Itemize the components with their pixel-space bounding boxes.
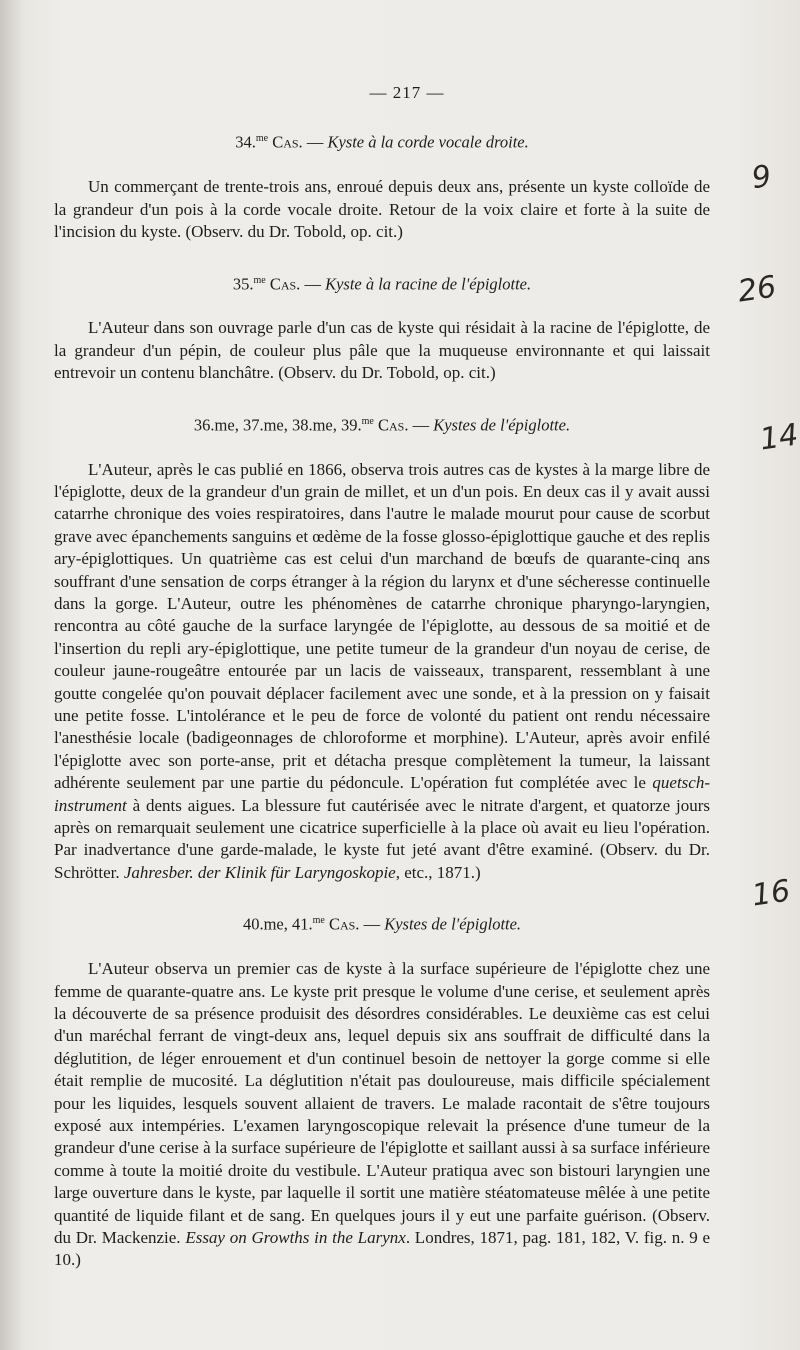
margin-annotation-2: 26 (735, 269, 779, 310)
page-content (54, 82, 710, 1298)
case-title: Kyste à la corde vocale droite. (327, 132, 529, 152)
paragraph-text: L'Auteur, après le cas publié en 1866, observa trois autres cas de kystes à la marge libre de l'épiglotte, deux de la grandeur d'un grain de millet, et un d'un pois. En deux cas il y avait aussi catarrhe chronique des voies respiratoires, dans l'autre le malade mourut pour cause de scorbut grave avec épanchements sanguins et œdème de la fosse glosso-épiglottique gauche et des replis ary-épiglottiques. Un quatrième cas est celui d'un marchand de bœufs de quarante-cinq ans souffrant d'une sensation de corps étranger à la région du larynx et d'une sécheresse continuelle dans la gorge. L'Auteur, outre les phénomènes de catarrhe chronique pharyngo-laryngien, rencontra au côté gauche de la surface laryngée de l'épiglotte, au dessous de sa moitié et de l'insertion du repli ary-épiglottique, une petite tumeur de la grandeur d'un noyau de cerise, de couleur jaune-rougeâtre entourée par un lacis de vaisseaux, transparent, ressemblant à une goutte congelée qu'on pouvait déplacer facilement avec une sonde, et à la pression on y faisait une petite fosse. L'intolérance et le peu de force de volonté du patient ont rendu nécessaire l'anesthésie locale (badigeonnages de chloroforme et morphine). L'Auteur, après avoir enfilé l'épiglotte avec son porte-anse, prit et détacha presque complètement la tumeur, la laissant adhérente seulement par une partie du pédoncule. L'opération fut complétée avec le (54, 459, 710, 793)
case-paragraph-36-39 (54, 459, 710, 885)
paragraph-text: , etc., 1871.) (395, 862, 481, 882)
page-number: — 217 — (369, 83, 445, 102)
case-number: 40.me, 41. (242, 914, 313, 934)
case-heading-35 (54, 270, 710, 296)
case-title: Kystes de l'épiglotte. (433, 415, 571, 435)
case-dash: — (300, 274, 326, 294)
case-label: Cas. (269, 274, 301, 294)
case-dash: — (359, 914, 385, 934)
paragraph-text: . Londres, 1871, pag. 181, 182, V. fig. n. 9 e 10.) (54, 1228, 710, 1270)
paragraph-text: à dents aigues. La blessure fut cautérisée avec le nitrate d'argent, et quatorze jours après on remarquait seulement une cicatrice superficielle à la place où avait eu lieu l'opération. Par inadvertance d'une garde-malade, le kyste fut jeté avant d'être examiné. (Observ. du Dr. Schrötter. (54, 795, 710, 882)
case-number: 35. (232, 274, 254, 294)
margin-annotation-3: 14 (757, 417, 800, 458)
case-paragraph-40-41 (54, 958, 710, 1272)
case-paragraph-35: L'Auteur dans son ouvrage parle d'un cas de kyste qui résidait à la racine de l'épiglotte, de la grandeur d'un pépin, de couleur plus pâle que la muqueuse environnante et qui laissait entrevoir un contenu blanchâtre. (Observ. du Dr. Tobold, op. cit.) (54, 318, 710, 383)
case-number-suffix: me (312, 915, 325, 927)
case-dash: — (302, 132, 328, 152)
margin-annotation-1: 9 (749, 158, 774, 197)
case-number-suffix: me (361, 415, 374, 427)
case-heading-34 (54, 128, 710, 154)
paragraph-italic-citation: Jahresber. der Klinik für Laryngoskopie (123, 862, 396, 882)
case-title: Kystes de l'épiglotte. (384, 914, 522, 934)
case-paragraph-34: Un commerçant de trente-trois ans, enroué depuis deux ans, présente un kyste colloïde de la grandeur d'un pois à la corde vocale droite. Retour de la voix claire et forte à la suite de l'incision du kyste. (Observ. du Dr. Tobold, op. cit.) (54, 177, 710, 242)
case-dash: — (408, 415, 434, 435)
case-number-suffix: me (255, 133, 269, 145)
case-number: 36.me, 37.me, 38.me, 39. (193, 415, 362, 435)
case-number-suffix: me (253, 274, 266, 286)
case-title: Kyste à la racine de l'épiglotte. (325, 274, 532, 294)
paragraph-italic-citation: Essay on Growths in the Larynx (185, 1228, 406, 1248)
case-number: 34. (235, 132, 256, 152)
paragraph-italic-term: quetsch-instrument (54, 773, 710, 815)
paragraph-text: L'Auteur observa un premier cas de kyste à la surface supérieure de l'épiglotte chez une femme de quarante-quatre ans. Le kyste prit presque le volume d'une cerise, et seulement après la découverte de sa présence produisit des désordres considérables. Le deuxième cas est celui d'un maréchal ferrant de vingt-deux ans, lequel depuis six ans souffrait de difficulté dans la déglutition, de léger enrouement et d'un continuel besoin de nettoyer la gorge comme si elle était remplie de mucosité. La déglutition n'était pas douloureuse, mais difficile spécialement pour les liquides, lesquels souvent allaient de travers. Le malade racontait de s'être toujours exposé aux intempéries. L'examen laryngoscopique relevait la présence d'une tumeur de la grandeur d'une cerise à la surface supérieure de l'épiglotte et saillant aussi à sa surface inférieure comme à toute la moitié droite du vestibule. L'Auteur pratiqua avec son bistouri laryngien une large ouverture dans le kyste, par laquelle il sortit une matière stéatomateuse mêlée à une petite quantité de liquide filant et de sang. En quelques jours il y eut une parfaite guérison. (Observ. du Dr. Mackenzie. (54, 959, 710, 1248)
case-label: Cas. (272, 132, 303, 152)
case-heading-40-41 (54, 910, 710, 936)
case-label: Cas. (377, 415, 409, 435)
case-heading-36-39 (54, 411, 710, 437)
margin-annotation-4: 16 (749, 873, 793, 914)
case-label: Cas. (328, 914, 360, 934)
